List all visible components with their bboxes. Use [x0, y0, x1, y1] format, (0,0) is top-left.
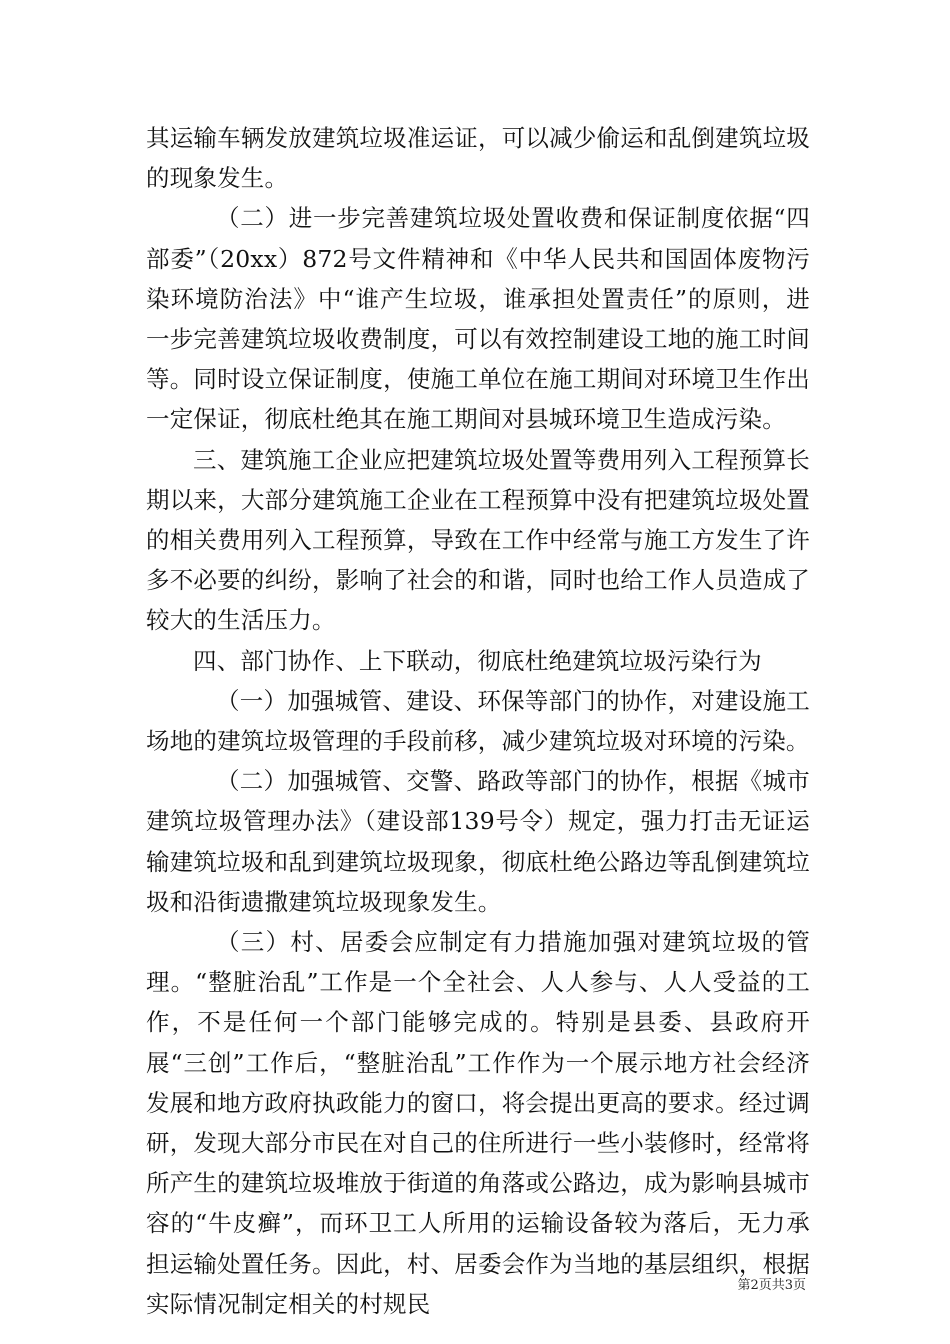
- heading-section-four: 四、部门协作、上下联动，彻底杜绝建筑垃圾污染行为: [193, 646, 762, 675]
- page-number: 第2页共3页: [737, 1278, 806, 1293]
- paragraph-cooperation-two: （二）加强城管、交警、路政等部门的协作，根据《城市建筑垃圾管理办法》（建设部139号令）规定，强力打击无证运输建筑垃圾和乱到建筑垃圾现象，彻底杜绝公路边等乱倒建筑垃圾和沿街遗撒建筑垃圾现象发生。: [146, 767, 810, 916]
- document-body: [146, 118, 810, 1324]
- paragraph-cooperation-three: （三）村、居委会应制定有力措施加强对建筑垃圾的管理。“整脏治乱”工作是一个全社会、人人参与、人人受益的工作，不是任何一个部门能够完成的。特别是县委、县政府开展“三创”工作后，“整脏治乱”工作作为一个展示地方社会经济发展和地方政府执政能力的窗口，将会提出更高的要求。经过调研，发现大部分市民在对自己的住所进行一些小装修时，经常将所产生的建筑垃圾堆放于街道的角落或公路边，成为影响县城市容的“牛皮癣”，而环卫工人所用的运输设备较为落后，无力承担运输处置任务。因此，村、居委会作为当地的基层组织，根据实际情况制定相关的村规民: [146, 928, 810, 1318]
- paragraph-budget: 三、建筑施工企业应把建筑垃圾处置等费用列入工程预算长期以来，大部分建筑施工企业在工程预算中没有把建筑垃圾处置的相关费用列入工程预算，导致在工作中经常与施工方发生了许多不必要的纠纷，影响了社会的和谐，同时也给工作人员造成了较大的生活压力。: [146, 445, 810, 635]
- paragraph-continued: 其运输车辆发放建筑垃圾准运证，可以减少偷运和乱倒建筑垃圾的现象发生。: [146, 124, 810, 193]
- paragraph-cooperation-one: （一）加强城管、建设、环保等部门的协作，对建设施工场地的建筑垃圾管理的手段前移，减少建筑垃圾对环境的污染。: [146, 686, 810, 756]
- paragraph-fee-guarantee: （二）进一步完善建筑垃圾处置收费和保证制度依据“四部委”（20xx）872号文件精神和《中华人民共和国固体废物污染环境防治法》中“谁产生垃圾，谁承担处置责任”的原则，进一步完善建筑垃圾收费制度，可以有效控制建设工地的施工时间等。同时设立保证制度，使施工单位在施工期间对环境卫生作出一定保证，彻底杜绝其在施工期间对县城环境卫生造成污染。: [146, 204, 810, 434]
